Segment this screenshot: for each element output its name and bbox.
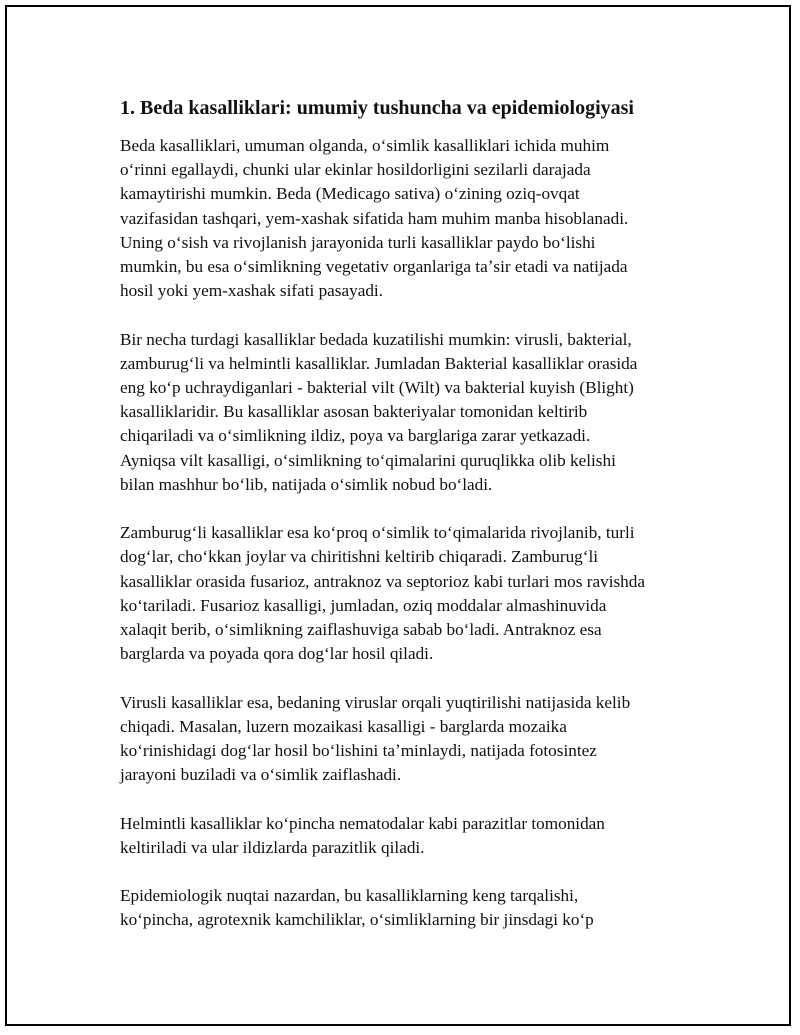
text-line: koʻrinishidagi dogʻlar hosil boʻlishini taʼminlaydi, natijada fotosintez	[120, 741, 597, 761]
text-line: kasalliklar orasida fusarioz, antraknoz va septorioz kabi turlari mos ravishda	[120, 571, 645, 591]
document-body	[120, 95, 700, 957]
text-line: jarayoni buziladi va oʻsimlik zaiflashadi.	[120, 765, 402, 785]
text-line: Zamburugʻli kasalliklar esa koʻproq oʻsimlik toʻqimalarida rivojlanib, turli	[120, 523, 635, 543]
text-line: Virusli kasalliklar esa, bedaning viruslar orqali yuqtirilishi natijasida kelib	[120, 692, 631, 712]
text-line: eng koʻp uchraydiganlari - bakterial vilt (Wilt) va bakterial kuyish (Blight)	[120, 378, 634, 398]
text-line: mumkin, bu esa oʻsimlikning vegetativ organlariga taʼsir etadi va natijada	[120, 257, 628, 277]
text-line: kasalliklaridir. Bu kasalliklar asosan bakteriyalar tomonidan keltirib	[120, 402, 588, 422]
text-line: vazifasidan tashqari, yem-xashak sifatida ham muhim manba hisoblanadi.	[120, 208, 629, 228]
text-line: barglarda va poyada qora dogʻlar hosil qiladi.	[120, 644, 434, 664]
text-line: dogʻlar, choʻkkan joylar va chiritishni keltirib chiqaradi. Zamburugʻli	[120, 547, 599, 567]
paragraph-intro	[120, 134, 700, 303]
text-line: Ayniqsa vilt kasalligi, oʻsimlikning toʻqimalarini quruqlikka olib kelishi	[120, 450, 616, 470]
text-line: Bir necha turdagi kasalliklar bedada kuzatilishi mumkin: virusli, bakterial,	[120, 329, 632, 349]
text-line: koʻtariladi. Fusarioz kasalligi, jumladan, oziq moddalar almashinuvida	[120, 595, 607, 615]
text-line: Epidemiologik nuqtai nazardan, bu kasalliklarning keng tarqalishi,	[120, 886, 579, 906]
text-line: bilan mashhur boʻlib, natijada oʻsimlik nobud boʻladi.	[120, 474, 493, 494]
text-line: zamburugʻli va helmintli kasalliklar. Jumladan Bakterial kasalliklar orasida	[120, 353, 638, 373]
text-line: koʻpincha, agrotexnik kamchiliklar, oʻsimliklarning bir jinsdagi koʻp	[120, 910, 594, 930]
paragraph-viral	[120, 691, 700, 788]
page-frame	[5, 5, 791, 1026]
text-line: Helmintli kasalliklar koʻpincha nematodalar kabi parazitlar tomonidan	[120, 813, 605, 833]
paragraph-bacterial	[120, 328, 700, 497]
text-line: xalaqit berib, oʻsimlikning zaiflashuviga sabab boʻladi. Antraknoz esa	[120, 620, 602, 640]
text-line: chiqariladi va oʻsimlikning ildiz, poya va barglariga zarar yetkazadi.	[120, 426, 591, 446]
text-line: oʻrinni egallaydi, chunki ular ekinlar hosildorligini sezilarli darajada	[120, 160, 591, 180]
text-line: Beda kasalliklari, umuman olganda, oʻsimlik kasalliklari ichida muhim	[120, 136, 610, 155]
text-line: hosil yoki yem-xashak sifati pasayadi.	[120, 281, 384, 301]
text-line: Uning oʻsish va rivojlanish jarayonida turli kasalliklar paydo boʻlishi	[120, 232, 596, 252]
text-line: chiqadi. Masalan, luzern mozaikasi kasalligi - barglarda mozaika	[120, 716, 567, 736]
text-line: keltiriladi va ular ildizlarda parazitlik qiladi.	[120, 837, 425, 857]
section-heading: 1. Beda kasalliklari: umumiy tushuncha va epidemiologiyasi	[120, 97, 634, 119]
text-line: kamaytirishi mumkin. Beda (Medicago sativa) oʻzining oziq-ovqat	[120, 184, 580, 204]
paragraph-fungal	[120, 521, 700, 666]
paragraph-helminth	[120, 812, 700, 860]
paragraph-epidemiology	[120, 884, 700, 932]
